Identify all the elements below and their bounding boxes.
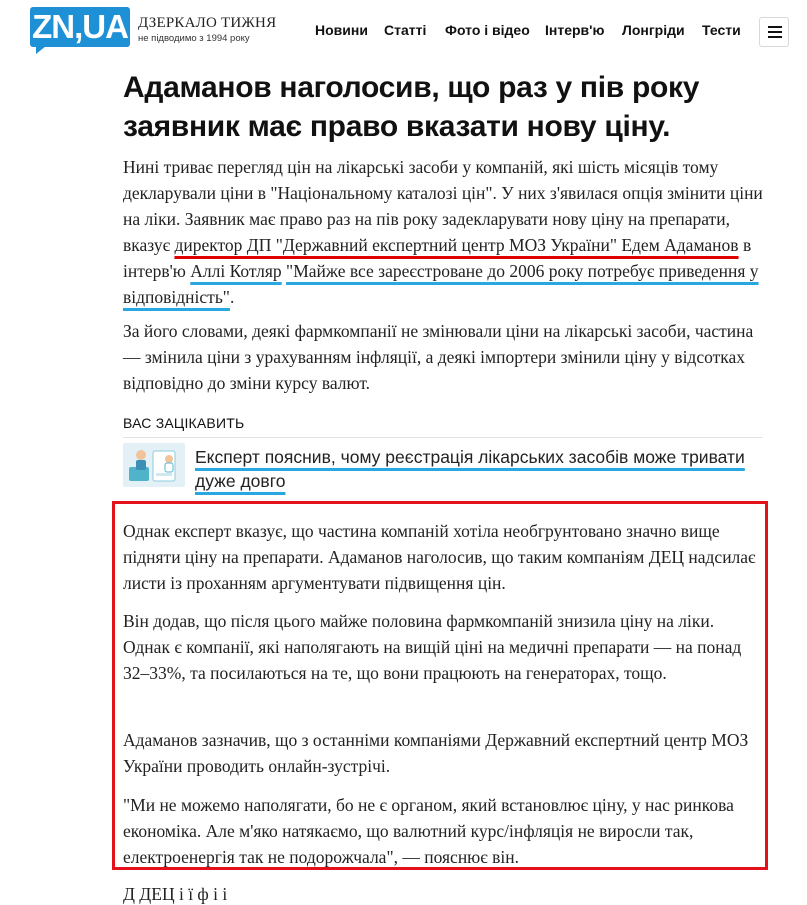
hamburger-icon (768, 26, 782, 28)
hamburger-icon-line (768, 36, 782, 38)
menu-button[interactable] (759, 17, 789, 47)
nav-item-tests[interactable]: Тести (702, 22, 741, 38)
paragraph-6: "Ми не можемо наполягати, бо не є органом, який встановлює ціну, у нас ринкова економіка. Але м'яко натякаємо, що валютний курс/інфляція не виросли так, електроенергія так не подорожчала", — пояснює він. (123, 795, 734, 867)
nav-item-news[interactable]: Новини (315, 22, 368, 38)
author-link[interactable]: Аллі Котляр (190, 261, 282, 281)
recommend-link[interactable] (195, 445, 755, 493)
site-header (0, 0, 807, 64)
brand-tagline: не підводимо з 1994 року (138, 33, 250, 44)
nav-item-photo-video[interactable]: Фото і відео (445, 22, 530, 38)
doctor-illustration-icon[interactable] (123, 443, 185, 487)
paragraph-text: Нині триває перегляд цін на лікарські засоби у компаній, які шість місяців тому декларували ціни в "Національному каталозі цін". У них з'явилася опція змінити ціни на ліки. Заявник має право раз на пів року задекларувати нову ціну на препарати, вказує (123, 157, 763, 255)
paragraph-5: Адаманов зазначив, що з останніми компаніями Державний експертний центр МОЗ України проводить онлайн-зустрічі. (123, 730, 749, 776)
site-logo[interactable]: ZN,UA (30, 7, 130, 47)
title-line-1: Адаманов наголосив, що раз у пів року (123, 71, 700, 104)
paragraph-3: Однак експерт вказує, що частина компаній хотіла необгрунтовано значно вище підняти ціну на препарати. Адаманов наголосив, що таким компаніям ДЕЦ надсилає листи із проханням аргументувати підвищення цін. (123, 521, 756, 593)
nav-item-articles[interactable]: Статті (384, 22, 427, 38)
paragraph-1 (123, 154, 763, 310)
article-title (123, 68, 773, 146)
logo-tail-decoration (36, 46, 46, 54)
hamburger-icon-line (768, 31, 782, 33)
paragraph-2: За його словами, деякі фармкомпанії не змінювали ціни на лікарські засоби, частина — змінила ціни з урахуванням інфляції, а деякі імпортери змінили ціну у відсотках відповідно до зміни курсу валют. (123, 321, 754, 393)
interview-link[interactable]: "Майже все зареєстроване до 2006 року потребує приведення у відповідність" (123, 261, 759, 307)
paragraph-4: Він додав, що після цього майже половина фармкомпаній знизила ціну на ліки. Однак є компанії, які наполягають на вищій ціні на медичні препарати — на понад 32–33%, та посилаються на те, що вони працюють на генераторах, тощо. (123, 611, 742, 683)
recommend-link-text[interactable]: Експерт пояснив, чому реєстрація лікарських засобів може тривати дуже довго (195, 447, 745, 491)
director-link[interactable]: директор ДП "Державний експертний центр МОЗ України" Едем Адаманов (174, 235, 739, 255)
paragraph-7-cut: Д ДЕЦ і ї ф і і (123, 884, 228, 904)
recommend-label: ВАС ЗАЦІКАВИТЬ (123, 415, 245, 431)
paragraph-text: . (229, 287, 235, 307)
recommend-divider (123, 437, 763, 438)
title-line-2: заявник має право вказати нову ціну. (123, 110, 671, 143)
paragraph-text: в інтерв'ю (123, 235, 752, 281)
nav-item-longreads[interactable]: Лонгріди (622, 22, 685, 38)
brand-name[interactable]: ДЗЕРКАЛО ТИЖНЯ (138, 15, 277, 31)
nav-item-interviews[interactable]: Інтерв'ю (545, 22, 605, 38)
